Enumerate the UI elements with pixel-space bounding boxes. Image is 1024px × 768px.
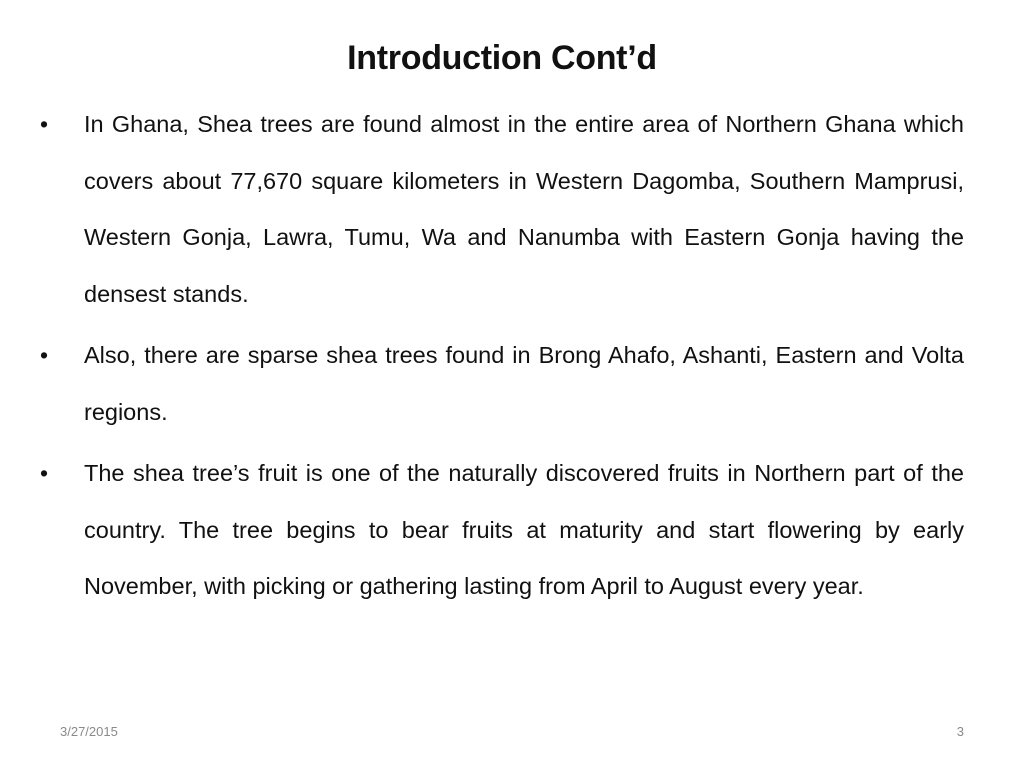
bullet-text: In Ghana, Shea trees are found almost in the entire area of Northern Ghana which covers about 77,670 square kilometers in Western Dagomba, Southern Mamprusi, Western Gonja, Lawra, Tumu, Wa and Nanumba with Eastern Gonja having the densest stands.	[84, 111, 964, 307]
page-number: 3	[956, 724, 964, 739]
bullet-list	[40, 96, 964, 620]
bullet-item	[40, 327, 964, 440]
bullet-marker: •	[40, 111, 49, 137]
footer-date: 3/27/2015	[60, 724, 118, 739]
slide-title: Introduction Cont’d	[347, 39, 657, 77]
bullet-marker: •	[40, 342, 49, 368]
bullet-item	[40, 96, 964, 322]
bullet-text: The shea tree’s fruit is one of the naturally discovered fruits in Northern part of the country. The tree begins to bear fruits at maturity and start flowering by early November, with picking or gathering lasting from April to August every year.	[84, 460, 964, 599]
bullet-text: Also, there are sparse shea trees found in Brong Ahafo, Ashanti, Eastern and Volta regions.	[84, 342, 964, 425]
bullet-item	[40, 445, 964, 615]
bullet-marker: •	[40, 460, 49, 486]
